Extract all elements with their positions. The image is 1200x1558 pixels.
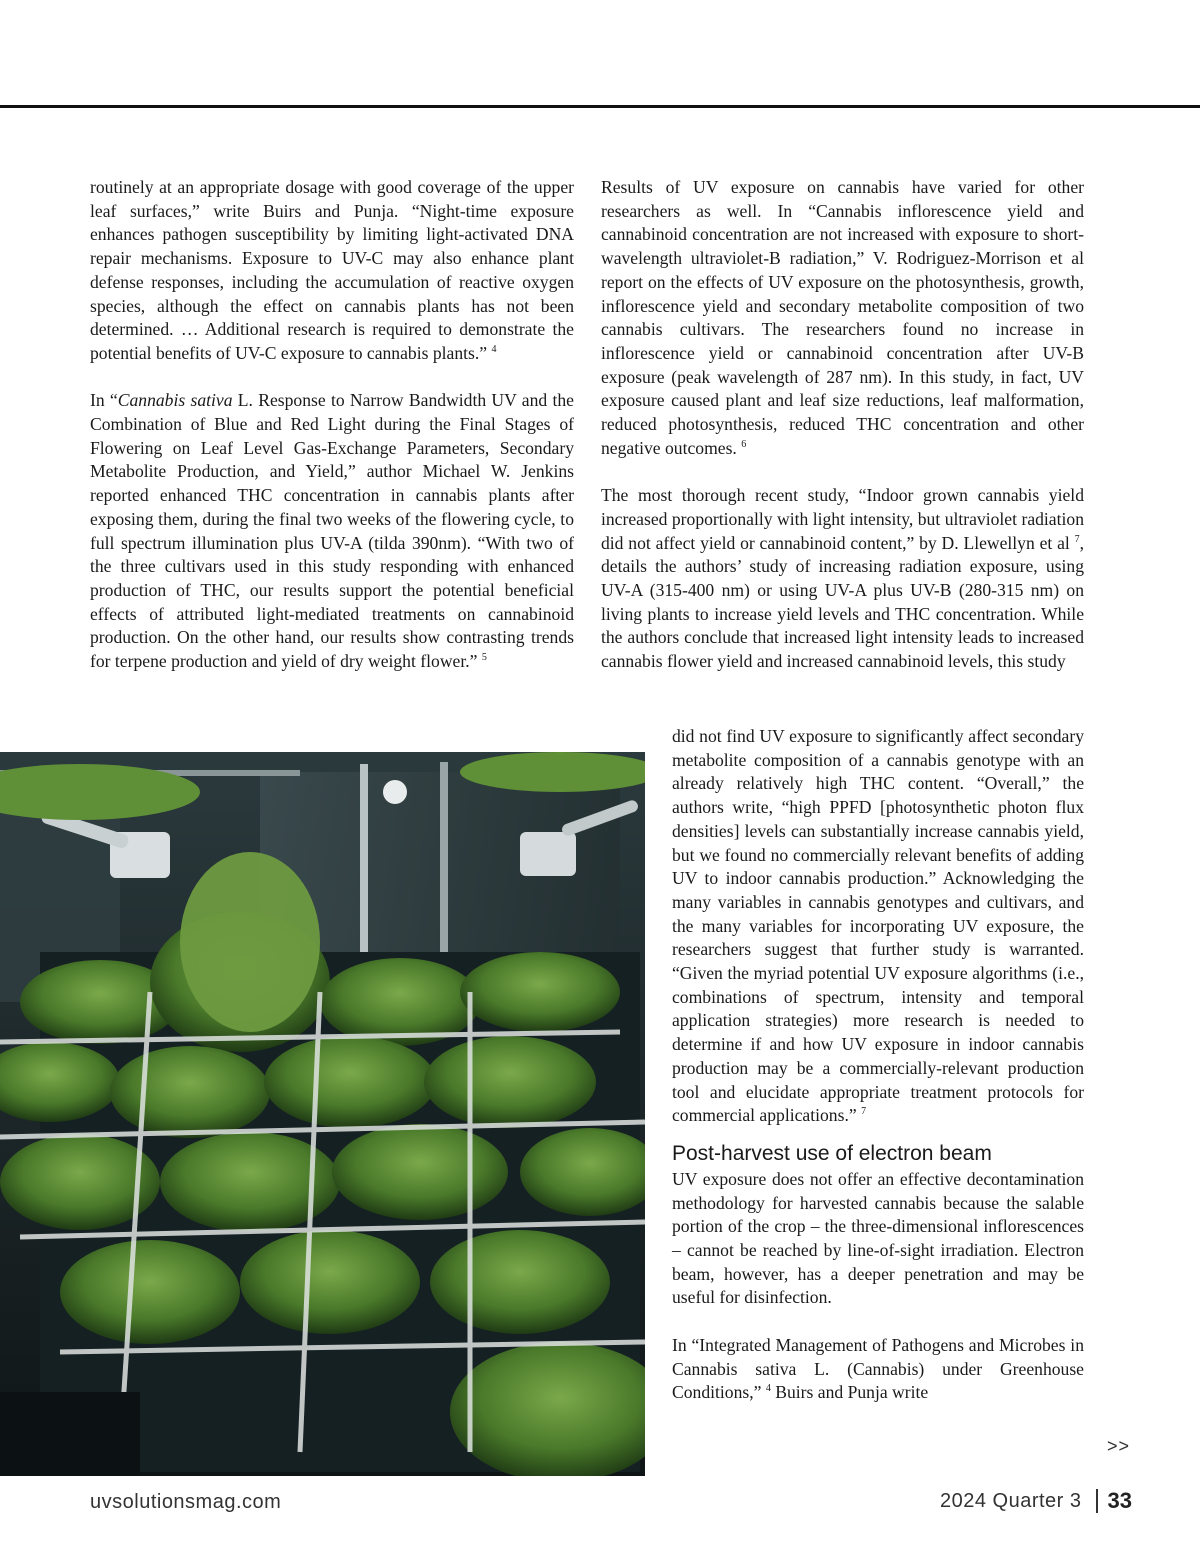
footer-divider xyxy=(1096,1489,1098,1513)
footer-issue: 2024 Quarter 3 xyxy=(939,1489,1082,1512)
section-heading: Post-harvest use of electron beam xyxy=(672,1141,992,1165)
header-rule xyxy=(0,105,1200,108)
left-paragraph-1: routinely at an appropriate dosage with good coverage of the upper leaf surfaces,” write Buirs and Punja. “Night-time exposure enhances pathogen susceptibility by limiting light-activated DNA repair mechanisms. Exposure to UV-C may also enhance plant defense responses, including the accumulation of reactive oxygen species, although the effect on cannabis plants has not been determined. … Additional research is required to demonstrate the potential benefits of UV-C exposure to cannabis plants.” $^4$ xyxy=(90,177,574,363)
page-number: 33 xyxy=(1107,1488,1132,1513)
right-column-lower xyxy=(672,725,1084,1405)
right-paragraph-2: The most thorough recent study, “Indoor grown cannabis yield increased proportionally with light intensity, but ultraviolet radiation did not affect yield or cannabinoid content,” by D. Llewellyn et al $^7$, details the authors’ study of increasing radiation exposure, using UV-A (315-400 nm) or using UV-A plus UV-B (280-315 nm) on living plants to increase yield levels and THC concentration. While the authors conclude that increased light intensity leads to increased cannabis flower yield and increased cannabinoid levels, this study xyxy=(601,485,1084,672)
grow-room-photo xyxy=(0,752,645,1476)
right-column-upper xyxy=(601,176,1084,674)
right-paragraph-2-continued: did not find UV exposure to significantly affect secondary metabolite composition of a cannabis genotype with an already relatively high THC content. “Overall,” the authors write, “high PPFD [photosynthetic photon flux densities] levels can substantially increase cannabis yield, but we found no commercially relevant benefits of adding UV to indoor cannabis production.” Acknowledging the many variables in cannabis genotypes and cultivars, and the many variables for incorporating UV exposure, the researchers suggest that further study is warranted. “Given the myriad potential UV exposure algorithms (i.e., combinations of spectrum, intensity and temporal application strategies) more research is needed to determine if and how UV exposure in indoor cannabis production may be a commercially-relevant production tool and elucidate appropriate treatment protocols for commercial applications.” $^7$ xyxy=(672,726,1084,1126)
footer-site-url: uvsolutionsmag.com xyxy=(90,1491,282,1513)
right-paragraph-1: Results of UV exposure on cannabis have varied for other researchers as well. In “Cannabis inflorescence yield and cannabinoid concentration are not increased with exposure to short-wavelength ultraviolet-B radiation,” V. Rodriguez-Morrison et al report on the effects of UV exposure on the photosynthesis, growth, inflorescence yield and secondary metabolite composition of two cannabis cultivars. The researchers found no increase in inflorescence yield or cannabinoid concentration after UV-B exposure (peak wavelength of 287 nm). In this study, in fact, UV exposure caused plant and leaf size reductions, leaf malformation, reduced photosynthesis, reduced THC concentration and other negative outcomes. $^6$ xyxy=(601,177,1084,458)
right-paragraph-4: In “Integrated Management of Pathogens and Microbes in Cannabis sativa L. (Cannabis) under Greenhouse Conditions,” $^4$ Buirs and Punja write xyxy=(672,1334,1084,1403)
continue-arrow: >> xyxy=(1107,1436,1131,1456)
left-paragraph-2: In “Cannabis sativa L. Response to Narrow Bandwidth UV and the Combination of Blue and Red Light during the Final Stages of Flowering on Leaf Level Gas-Exchange Parameters, Secondary Metabolite Production, and Yield,” author Michael W. Jenkins reported enhanced THC concentration in cannabis plants after exposing them, during the final two weeks of the flowering cycle, to full spectrum illumination plus UV-A (tilda 390nm). “With two of the three cultivars used in this study responding with enhanced production of THC, our results support the potential beneficial effects of attributed light-mediated treatments on cannabinoid production. On the other hand, our results show contrasting trends for terpene production and yield of dry weight flower.” $^5$ xyxy=(90,390,574,672)
left-column xyxy=(90,176,574,674)
right-paragraph-3: UV exposure does not offer an effective decontamination methodology for harvested cannabis because the salable portion of the crop – the three-dimensional inflorescences – cannot be reached by line-of-sight irradiation. Electron beam, however, has a deeper penetration and may be useful for disinfection. xyxy=(672,1168,1084,1308)
footer-issue-block xyxy=(940,1488,1132,1514)
